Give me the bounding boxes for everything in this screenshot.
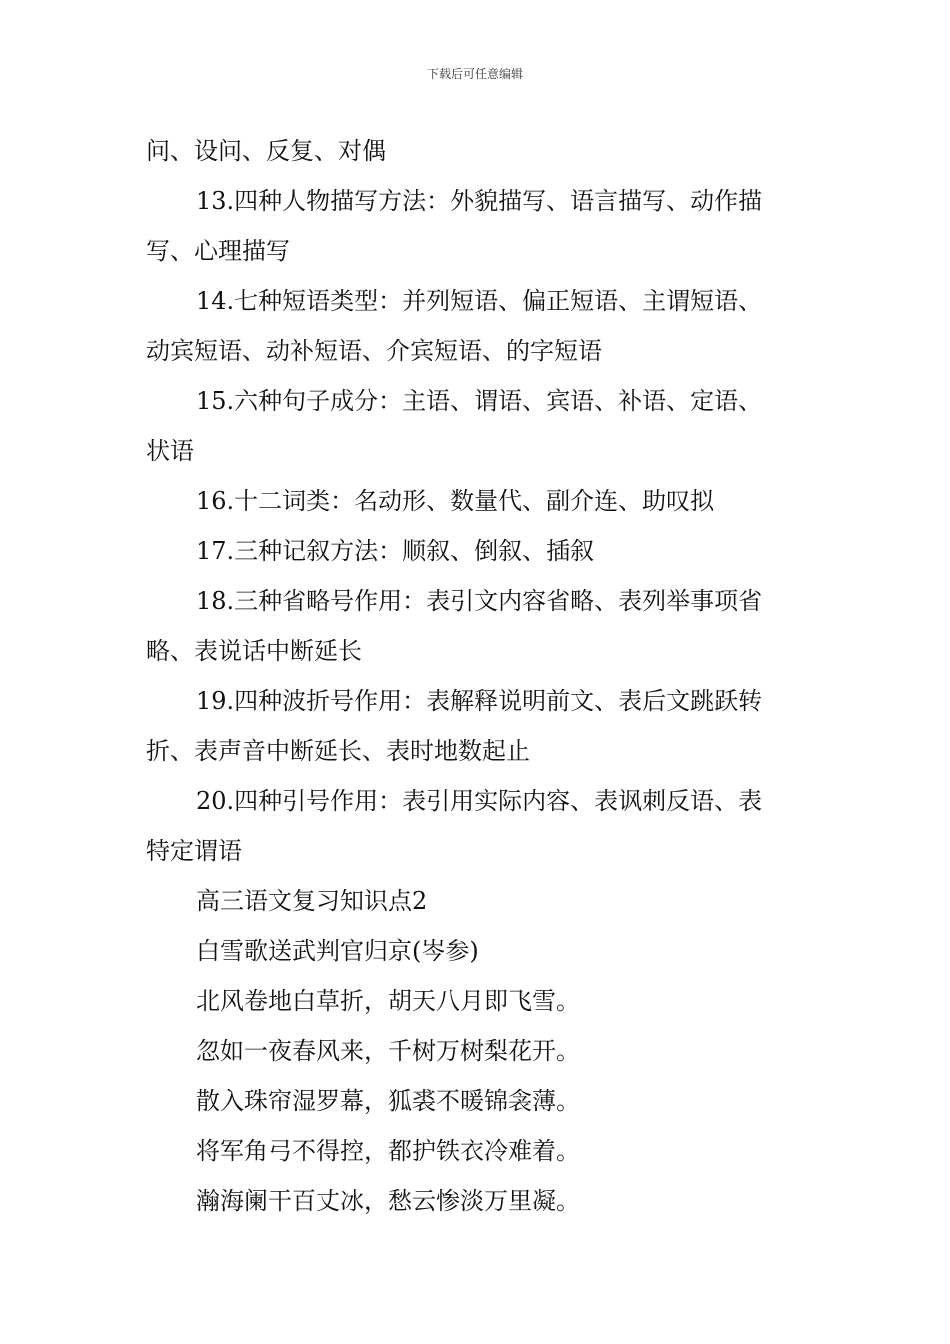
text-line: 写、心理描写 [146,237,290,265]
text-line: 问、设问、反复、对偶 [146,137,386,165]
page-header: 下载后可任意编辑 [426,67,523,81]
poem-line: 瀚海阑干百丈冰，愁云惨淡万里凝。 [196,1187,580,1215]
text-line: 15.六种句子成分：主语、谓语、宾语、补语、定语、 [196,387,763,415]
text-line: 动宾短语、动补短语、介宾短语、的字短语 [146,337,602,365]
poem-line: 北风卷地白草折，胡天八月即飞雪。 [196,987,580,1015]
text-line: 折、表声音中断延长、表时地数起止 [146,737,530,765]
poem-line: 将军角弓不得控，都护铁衣冷难着。 [196,1137,580,1165]
section-heading: 高三语文复习知识点2 [196,887,428,915]
text-line: 14.七种短语类型：并列短语、偏正短语、主谓短语、 [196,287,763,315]
poem-line: 忽如一夜春风来，千树万树梨花开。 [196,1037,580,1065]
text-line: 19.四种波折号作用：表解释说明前文、表后文跳跃转 [196,687,763,715]
text-line: 13.四种人物描写方法：外貌描写、语言描写、动作描 [196,187,763,215]
text-line: 18.三种省略号作用：表引文内容省略、表列举事项省 [196,587,763,615]
document-body [146,126,810,1226]
text-line: 20.四种引号作用：表引用实际内容、表讽刺反语、表 [196,787,763,815]
text-line: 略、表说话中断延长 [146,637,362,665]
text-line: 16.十二词类：名动形、数量代、副介连、助叹拟 [196,487,715,515]
text-line: 17.三种记叙方法：顺叙、倒叙、插叙 [196,537,595,565]
poem-line: 散入珠帘湿罗幕，狐裘不暖锦衾薄。 [196,1087,580,1115]
text-line: 特定谓语 [146,837,242,865]
poem-title: 白雪歌送武判官归京(岑参) [196,937,479,965]
text-line: 状语 [146,437,194,465]
